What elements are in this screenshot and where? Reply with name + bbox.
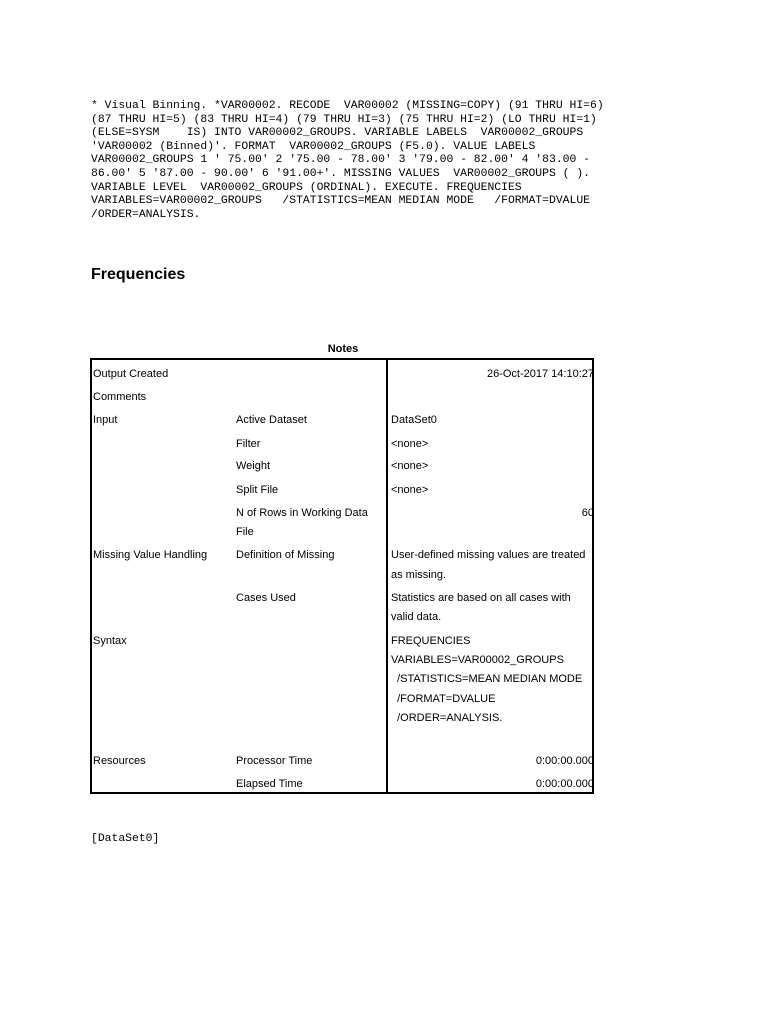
syntax-value-line: FREQUENCIES	[391, 635, 471, 647]
syntax-block	[91, 100, 691, 222]
split-file-label: Split File	[236, 484, 279, 496]
syntax-value-line: /FORMAT=DVALUE	[391, 693, 496, 705]
elapsed-time-label: Elapsed Time	[236, 778, 303, 790]
dataset-marker: [DataSet0]	[91, 833, 160, 845]
weight-label: Weight	[236, 460, 271, 472]
syntax-line: (87 THRU HI=5) (83 THRU HI=4) (79 THRU HI=3) (75 THRU HI=2) (LO THRU HI=1)	[91, 113, 597, 126]
definition-of-missing-value: User-defined missing values are treated	[391, 549, 586, 561]
n-rows-value: 60	[581, 507, 594, 519]
input-label: Input	[93, 414, 118, 426]
page-heading: Frequencies	[91, 266, 186, 283]
syntax-line: VAR00002_GROUPS 1 ' 75.00' 2 '75.00 - 78.00' 3 '79.00 - 82.00' 4 '83.00 -	[91, 154, 590, 167]
syntax-line: /ORDER=ANALYSIS.	[91, 208, 201, 221]
syntax-value-line: /ORDER=ANALYSIS.	[391, 712, 503, 724]
output-created-value: 26-Oct-2017 14:10:27	[486, 368, 594, 380]
active-dataset-label: Active Dataset	[236, 414, 307, 426]
syntax-line: VARIABLE LEVEL VAR00002_GROUPS (ORDINAL). EXECUTE. FREQUENCIES	[91, 181, 522, 194]
n-rows-label-cont: File	[236, 526, 254, 538]
cases-used-value-cont: valid data.	[391, 611, 442, 623]
cases-used-value: Statistics are based on all cases with	[391, 592, 571, 604]
cases-used-label: Cases Used	[236, 592, 296, 604]
split-file-value: <none>	[391, 484, 429, 496]
syntax-label: Syntax	[93, 635, 127, 647]
active-dataset-value: DataSet0	[391, 414, 437, 426]
syntax-value-line: VARIABLES=VAR00002_GROUPS	[391, 654, 564, 666]
filter-label: Filter	[236, 438, 261, 450]
filter-value: <none>	[391, 438, 429, 450]
missing-value-handling-label: Missing Value Handling	[93, 549, 208, 561]
output-created-label: Output Created	[93, 368, 169, 380]
notes-table	[90, 358, 594, 794]
notes-table-title: Notes	[327, 343, 359, 355]
definition-of-missing-value-cont: as missing.	[391, 569, 447, 581]
syntax-line: 86.00' 5 '87.00 - 90.00' 6 '91.00+'. MISSING VALUES VAR00002_GROUPS ( ).	[91, 167, 590, 180]
processor-time-label: Processor Time	[236, 755, 313, 767]
syntax-line: 'VAR00002 (Binned)'. FORMAT VAR00002_GROUPS (F5.0). VALUE LABELS	[91, 140, 536, 153]
comments-label: Comments	[93, 391, 147, 403]
definition-of-missing-label: Definition of Missing	[236, 549, 335, 561]
elapsed-time-value: 0:00:00.000	[535, 778, 594, 790]
syntax-line: * Visual Binning. *VAR00002. RECODE VAR00002 (MISSING=COPY) (91 THRU HI=6)	[91, 100, 604, 112]
syntax-line: VARIABLES=VAR00002_GROUPS /STATISTICS=MEAN MEDIAN MODE /FORMAT=DVALUE	[91, 195, 590, 208]
resources-label: Resources	[93, 755, 146, 767]
syntax-line: (ELSE=SYSM IS) INTO VAR00002_GROUPS. VARIABLE LABELS VAR00002_GROUPS	[91, 127, 584, 140]
syntax-value-line: /STATISTICS=MEAN MEDIAN MODE	[391, 673, 583, 685]
processor-time-value: 0:00:00.000	[535, 755, 594, 767]
n-rows-label: N of Rows in Working Data	[236, 507, 368, 519]
weight-value: <none>	[391, 460, 429, 472]
notes-table-column-divider	[386, 358, 388, 794]
